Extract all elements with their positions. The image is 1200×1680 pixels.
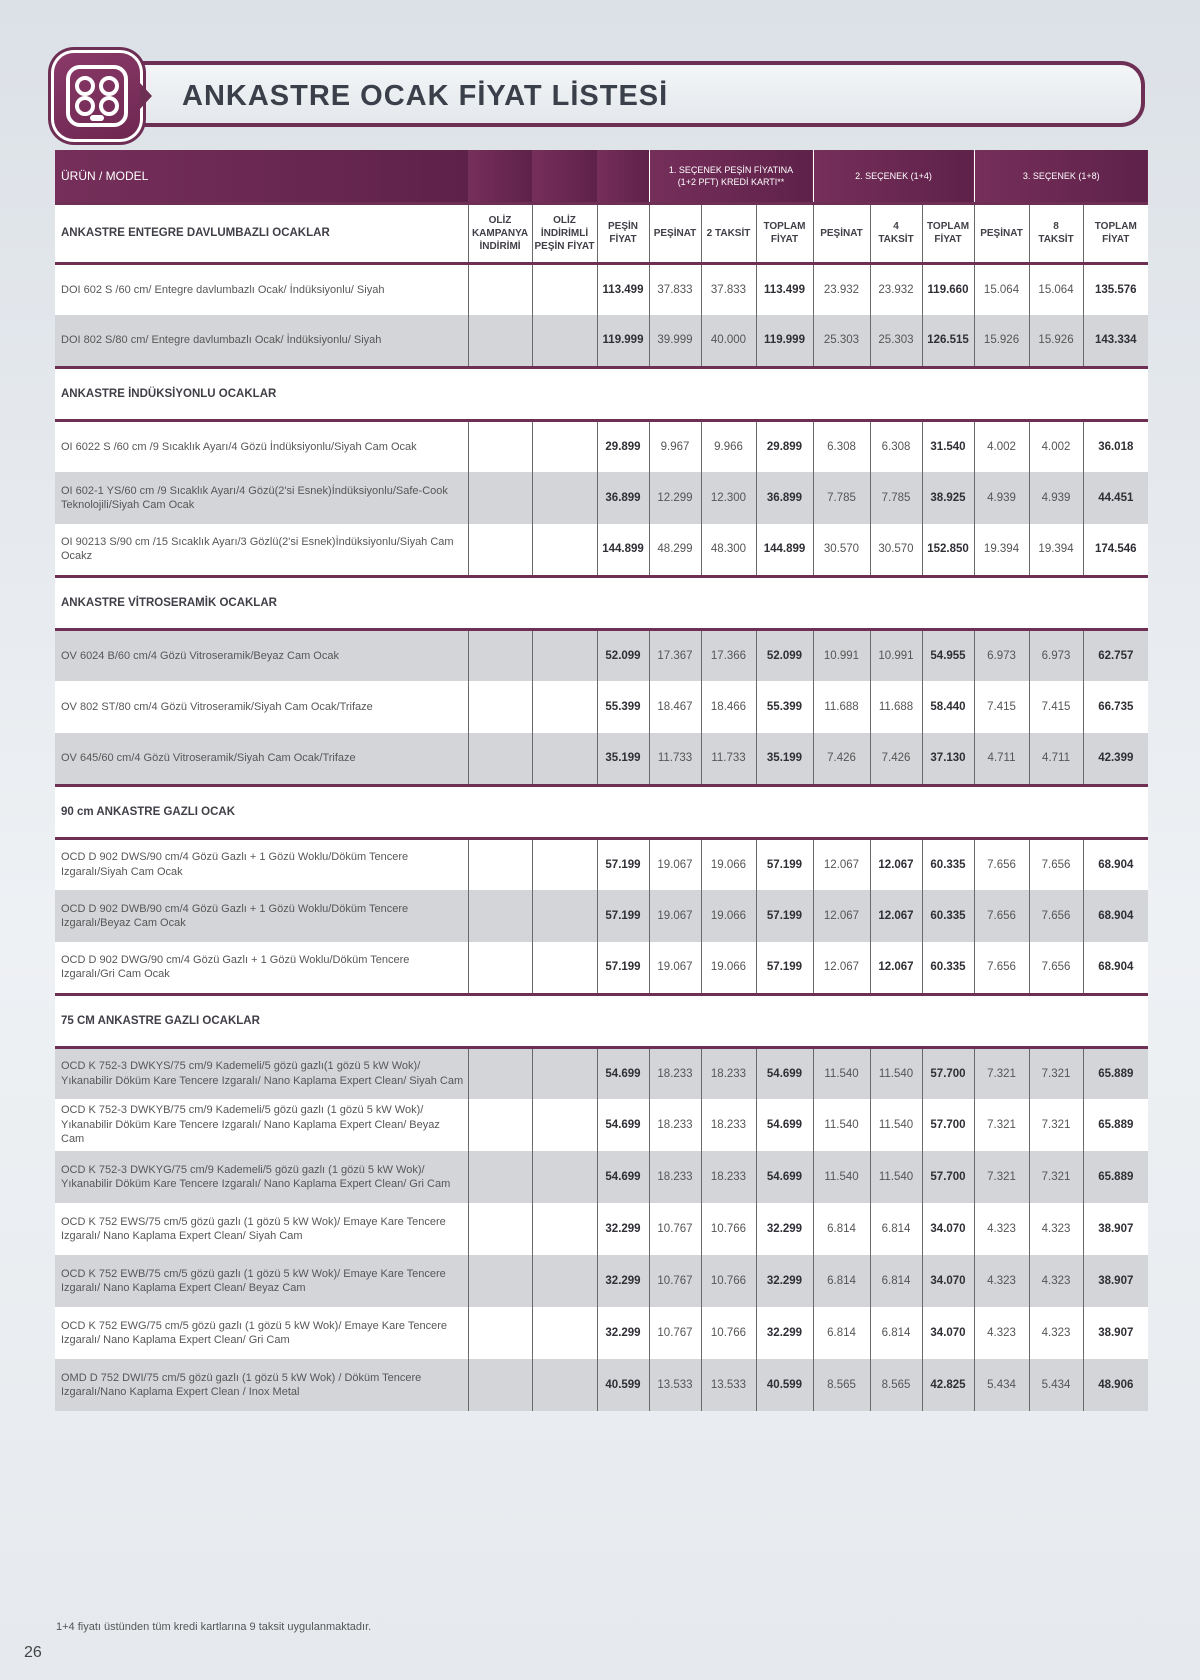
price-cell: 38.907 (1083, 1307, 1148, 1359)
section-title: 75 CM ANKASTRE GAZLI OCAKLAR (55, 994, 1148, 1047)
price-cell: 40.599 (756, 1359, 813, 1411)
price-cell: 7.321 (974, 1151, 1029, 1203)
price-cell: 13.533 (701, 1359, 756, 1411)
model-cell: OV 6024 B/60 cm/4 Gözü Vitroseramik/Beyaz Cam Ocak (55, 629, 468, 681)
price-cell: 18.233 (701, 1047, 756, 1099)
price-cell (468, 263, 532, 315)
price-cell: 7.321 (1029, 1047, 1083, 1099)
price-cell: 12.300 (701, 472, 756, 524)
price-cell: 126.515 (922, 315, 974, 367)
price-cell: 11.540 (870, 1047, 922, 1099)
price-cell (532, 733, 597, 785)
price-cell: 144.899 (756, 524, 813, 576)
price-cell: 52.099 (597, 629, 649, 681)
price-cell (532, 1151, 597, 1203)
price-cell: 119.999 (756, 315, 813, 367)
price-cell: 7.321 (974, 1099, 1029, 1151)
price-cell: 44.451 (1083, 472, 1148, 524)
price-cell: 4.939 (974, 472, 1029, 524)
price-cell: 12.067 (870, 942, 922, 994)
empty-group-header (597, 150, 649, 203)
price-cell: 52.099 (756, 629, 813, 681)
price-cell: 55.399 (597, 681, 649, 733)
model-cell: OCD D 902 DWS/90 cm/4 Gözü Gazlı + 1 Gözü Woklu/Döküm Tencere Izgaralı/Siyah Cam Ocak (55, 838, 468, 890)
table-row (55, 1307, 1148, 1359)
model-cell: OCD K 752 EWS/75 cm/5 gözü gazlı (1 gözü 5 kW Wok)/ Emaye Kare Tencere Izgaralı/ Nano Kaplama Expert Clean/ Siyah Cam (55, 1203, 468, 1255)
option2-group-header: 2. SEÇENEK (1+4) (813, 150, 974, 203)
price-cell (468, 838, 532, 890)
section-header-row (55, 576, 1148, 629)
price-cell (468, 1255, 532, 1307)
price-cell: 10.991 (813, 629, 870, 681)
price-cell: 38.907 (1083, 1203, 1148, 1255)
price-cell: 11.540 (870, 1151, 922, 1203)
price-cell: 4.323 (974, 1255, 1029, 1307)
price-cell: 57.199 (756, 890, 813, 942)
table-row (55, 733, 1148, 785)
price-cell: 12.067 (813, 942, 870, 994)
first-section-title: ANKASTRE ENTEGRE DAVLUMBAZLI OCAKLAR (55, 203, 468, 263)
price-cell: 12.067 (813, 890, 870, 942)
price-cell: 32.299 (756, 1307, 813, 1359)
price-cell: 7.656 (1029, 890, 1083, 942)
price-cell: 6.973 (974, 629, 1029, 681)
price-cell (468, 524, 532, 576)
price-cell: 30.570 (870, 524, 922, 576)
price-cell (532, 263, 597, 315)
price-cell: 32.299 (597, 1203, 649, 1255)
table-row (55, 1099, 1148, 1151)
price-cell: 57.199 (597, 838, 649, 890)
price-cell (532, 890, 597, 942)
model-cell: OV 645/60 cm/4 Gözü Vitroseramik/Siyah Cam Ocak/Trifaze (55, 733, 468, 785)
price-cell (468, 472, 532, 524)
price-cell: 10.766 (701, 1255, 756, 1307)
price-cell: 65.889 (1083, 1151, 1148, 1203)
price-cell: 6.814 (813, 1203, 870, 1255)
price-cell: 32.299 (756, 1255, 813, 1307)
price-cell: 7.426 (870, 733, 922, 785)
price-cell (468, 1047, 532, 1099)
price-cell: 54.699 (756, 1047, 813, 1099)
price-cell: 152.850 (922, 524, 974, 576)
price-cell: 17.366 (701, 629, 756, 681)
price-cell: 18.233 (649, 1047, 701, 1099)
price-cell: 11.540 (813, 1099, 870, 1151)
price-cell: 38.925 (922, 472, 974, 524)
price-cell: 13.533 (649, 1359, 701, 1411)
price-cell: 34.070 (922, 1307, 974, 1359)
table-row (55, 1151, 1148, 1203)
price-cell: 11.540 (813, 1151, 870, 1203)
price-cell (468, 1151, 532, 1203)
price-cell: 32.299 (756, 1203, 813, 1255)
cooktop-icon (65, 64, 129, 128)
price-cell: 11.733 (701, 733, 756, 785)
column-header: OLİZ KAMPANYA İNDİRİMİ (468, 203, 532, 263)
column-header: TOPLAM FİYAT (922, 203, 974, 263)
price-cell: 6.814 (870, 1307, 922, 1359)
price-cell: 19.066 (701, 890, 756, 942)
price-cell: 12.299 (649, 472, 701, 524)
price-cell: 4.323 (974, 1203, 1029, 1255)
price-cell: 7.656 (974, 838, 1029, 890)
price-cell: 4.711 (974, 733, 1029, 785)
column-header: PEŞİN FİYAT (597, 203, 649, 263)
price-cell: 18.233 (701, 1099, 756, 1151)
price-cell (468, 420, 532, 472)
price-cell: 10.767 (649, 1307, 701, 1359)
price-cell: 65.889 (1083, 1047, 1148, 1099)
table-row (55, 890, 1148, 942)
footnote: 1+4 fiyatı üstünden tüm kredi kartlarına 9 taksit uygulanmaktadır. (56, 1621, 372, 1633)
empty-group-header (468, 150, 532, 203)
price-cell: 37.130 (922, 733, 974, 785)
price-cell: 4.002 (974, 420, 1029, 472)
model-cell: OCD K 752-3 DWKYG/75 cm/9 Kademeli/5 gözü gazlı (1 gözü 5 kW Wok)/ Yıkanabilir Döküm Kare Tencere Izgaralı/ Nano Kaplama Expert Clean/ Gri Cam (55, 1151, 468, 1203)
price-cell: 9.967 (649, 420, 701, 472)
price-cell: 4.939 (1029, 472, 1083, 524)
price-cell: 48.299 (649, 524, 701, 576)
table-row (55, 263, 1148, 315)
price-cell (468, 681, 532, 733)
column-header: 8 TAKSİT (1029, 203, 1083, 263)
price-cell: 18.233 (701, 1151, 756, 1203)
price-cell: 57.199 (756, 942, 813, 994)
price-cell: 19.066 (701, 942, 756, 994)
table-body (55, 263, 1148, 1411)
price-cell: 7.785 (870, 472, 922, 524)
section-header-row (55, 994, 1148, 1047)
price-cell: 54.699 (597, 1099, 649, 1151)
price-cell: 36.899 (597, 472, 649, 524)
price-cell: 143.334 (1083, 315, 1148, 367)
section-header-row (55, 785, 1148, 838)
price-cell: 38.907 (1083, 1255, 1148, 1307)
price-cell: 7.415 (974, 681, 1029, 733)
price-cell: 29.899 (597, 420, 649, 472)
price-cell (532, 681, 597, 733)
table-row (55, 472, 1148, 524)
price-cell: 4.323 (1029, 1255, 1083, 1307)
model-cell: OI 6022 S /60 cm /9 Sıcaklık Ayarı/4 Gözü İndüksiyonlu/Siyah Cam Ocak (55, 420, 468, 472)
price-cell: 8.565 (870, 1359, 922, 1411)
model-cell: OCD D 902 DWG/90 cm/4 Gözü Gazlı + 1 Gözü Woklu/Döküm Tencere Izgaralı/Gri Cam Ocak (55, 942, 468, 994)
price-cell: 4.323 (974, 1307, 1029, 1359)
price-cell (468, 942, 532, 994)
table-row (55, 681, 1148, 733)
price-cell (532, 524, 597, 576)
column-header: 4 TAKSİT (870, 203, 922, 263)
price-cell: 60.335 (922, 890, 974, 942)
section-title: 90 cm ANKASTRE GAZLI OCAK (55, 785, 1148, 838)
column-header: TOPLAM FİYAT (1083, 203, 1148, 263)
price-cell: 65.889 (1083, 1099, 1148, 1151)
price-cell: 7.321 (1029, 1099, 1083, 1151)
option1-group-header: 1. SEÇENEK PEŞİN FİYATINA (1+2 PFT) KREDİ KARTI** (649, 150, 813, 203)
price-cell: 30.570 (813, 524, 870, 576)
price-cell: 31.540 (922, 420, 974, 472)
price-cell: 7.415 (1029, 681, 1083, 733)
price-cell: 55.399 (756, 681, 813, 733)
price-cell (468, 1099, 532, 1151)
section-title: ANKASTRE İNDÜKSİYONLU OCAKLAR (55, 367, 1148, 420)
column-header: PEŞİNAT (813, 203, 870, 263)
table-row (55, 1047, 1148, 1099)
price-cell: 11.540 (813, 1047, 870, 1099)
price-cell (532, 1359, 597, 1411)
price-cell (532, 1307, 597, 1359)
price-cell: 68.904 (1083, 890, 1148, 942)
price-cell: 57.700 (922, 1099, 974, 1151)
price-cell: 7.785 (813, 472, 870, 524)
price-cell (468, 1307, 532, 1359)
model-group-header: ÜRÜN / MODEL (55, 150, 468, 203)
price-cell: 4.323 (1029, 1203, 1083, 1255)
price-cell: 42.399 (1083, 733, 1148, 785)
price-cell: 15.926 (974, 315, 1029, 367)
price-cell: 62.757 (1083, 629, 1148, 681)
price-cell: 54.699 (597, 1151, 649, 1203)
price-cell: 35.199 (597, 733, 649, 785)
price-cell: 36.018 (1083, 420, 1148, 472)
price-cell: 8.565 (813, 1359, 870, 1411)
price-cell: 57.199 (756, 838, 813, 890)
price-cell: 57.199 (597, 942, 649, 994)
price-cell: 4.323 (1029, 1307, 1083, 1359)
price-cell: 144.899 (597, 524, 649, 576)
price-cell (468, 1359, 532, 1411)
price-cell: 19.067 (649, 838, 701, 890)
price-cell: 32.299 (597, 1307, 649, 1359)
price-cell: 4.002 (1029, 420, 1083, 472)
price-cell: 7.426 (813, 733, 870, 785)
price-cell: 6.814 (870, 1203, 922, 1255)
price-cell: 5.434 (1029, 1359, 1083, 1411)
price-cell: 68.904 (1083, 942, 1148, 994)
price-cell: 25.303 (813, 315, 870, 367)
price-cell: 17.367 (649, 629, 701, 681)
model-cell: DOI 602 S /60 cm/ Entegre davlumbazlı Ocak/ İndüksiyonlu/ Siyah (55, 263, 468, 315)
price-cell: 60.335 (922, 942, 974, 994)
model-cell: OCD K 752-3 DWKYB/75 cm/9 Kademeli/5 gözü gazlı (1 gözü 5 kW Wok)/ Yıkanabilir Döküm Kare Tencere Izgaralı/ Nano Kaplama Expert Clean/ Beyaz Cam (55, 1099, 468, 1151)
price-cell: 37.833 (649, 263, 701, 315)
price-cell: 10.767 (649, 1255, 701, 1307)
price-cell: 9.966 (701, 420, 756, 472)
price-cell: 6.308 (870, 420, 922, 472)
price-cell: 18.233 (649, 1099, 701, 1151)
column-header: 2 TAKSİT (701, 203, 756, 263)
price-cell: 60.335 (922, 838, 974, 890)
price-cell: 12.067 (870, 890, 922, 942)
price-cell: 36.899 (756, 472, 813, 524)
price-cell: 19.394 (1029, 524, 1083, 576)
price-cell: 54.699 (756, 1099, 813, 1151)
price-cell: 68.904 (1083, 838, 1148, 890)
price-cell (532, 1099, 597, 1151)
price-cell: 58.440 (922, 681, 974, 733)
price-cell: 19.066 (701, 838, 756, 890)
price-cell (532, 420, 597, 472)
price-cell: 19.394 (974, 524, 1029, 576)
price-cell: 54.699 (597, 1047, 649, 1099)
price-cell: 113.499 (597, 263, 649, 315)
price-cell: 6.814 (813, 1255, 870, 1307)
model-cell: OV 802 ST/80 cm/4 Gözü Vitroseramik/Siyah Cam Ocak/Trifaze (55, 681, 468, 733)
price-cell: 48.300 (701, 524, 756, 576)
price-cell: 10.766 (701, 1203, 756, 1255)
price-cell: 18.233 (649, 1151, 701, 1203)
model-cell: OCD K 752-3 DWKYS/75 cm/9 Kademeli/5 gözü gazlı(1 gözü 5 kW Wok)/ Yıkanabilir Döküm Kare Tencere Izgaralı/ Nano Kaplama Expert Clean/ Siyah Cam (55, 1047, 468, 1099)
price-cell: 29.899 (756, 420, 813, 472)
price-cell: 39.999 (649, 315, 701, 367)
header-arrow (140, 83, 152, 109)
table-row (55, 1203, 1148, 1255)
price-cell: 37.833 (701, 263, 756, 315)
price-cell (468, 890, 532, 942)
price-cell: 57.700 (922, 1151, 974, 1203)
price-cell: 7.656 (974, 942, 1029, 994)
price-cell: 10.766 (701, 1307, 756, 1359)
price-cell: 10.991 (870, 629, 922, 681)
model-cell: OCD K 752 EWB/75 cm/5 gözü gazlı (1 gözü 5 kW Wok)/ Emaye Kare Tencere Izgaralı/ Nano Kaplama Expert Clean/ Beyaz Cam (55, 1255, 468, 1307)
price-cell (532, 1255, 597, 1307)
header-logo (54, 53, 140, 139)
group-header-row (55, 150, 1148, 203)
price-cell (468, 1203, 532, 1255)
option3-group-header: 3. SEÇENEK (1+8) (974, 150, 1148, 203)
price-cell (532, 942, 597, 994)
price-cell: 32.299 (597, 1255, 649, 1307)
price-cell: 40.599 (597, 1359, 649, 1411)
price-cell: 42.825 (922, 1359, 974, 1411)
price-cell: 174.546 (1083, 524, 1148, 576)
column-header: OLİZ İNDİRİMLİ PEŞİN FİYAT (532, 203, 597, 263)
price-cell (532, 1047, 597, 1099)
table-row (55, 1359, 1148, 1411)
price-cell: 12.067 (870, 838, 922, 890)
price-cell: 7.321 (974, 1047, 1029, 1099)
price-cell (532, 315, 597, 367)
price-cell: 40.000 (701, 315, 756, 367)
price-cell: 15.926 (1029, 315, 1083, 367)
model-cell: OI 90213 S/90 cm /15 Sıcaklık Ayarı/3 Gözlü(2'si Esnek)İndüksiyonlu/Siyah Cam Ocakz (55, 524, 468, 576)
price-cell: 35.199 (756, 733, 813, 785)
price-cell: 6.814 (813, 1307, 870, 1359)
table-row (55, 838, 1148, 890)
column-header: TOPLAM FİYAT (756, 203, 813, 263)
table-row (55, 629, 1148, 681)
page-number: 26 (24, 1644, 42, 1661)
price-cell (468, 629, 532, 681)
price-cell (532, 629, 597, 681)
price-cell: 48.906 (1083, 1359, 1148, 1411)
price-cell: 18.467 (649, 681, 701, 733)
price-cell: 15.064 (1029, 263, 1083, 315)
price-cell: 54.955 (922, 629, 974, 681)
price-cell: 113.499 (756, 263, 813, 315)
price-cell: 11.733 (649, 733, 701, 785)
table-row (55, 315, 1148, 367)
price-cell: 15.064 (974, 263, 1029, 315)
price-cell: 54.699 (756, 1151, 813, 1203)
table-row (55, 1255, 1148, 1307)
price-cell: 19.067 (649, 942, 701, 994)
price-cell: 57.199 (597, 890, 649, 942)
price-cell: 12.067 (813, 838, 870, 890)
price-cell: 34.070 (922, 1255, 974, 1307)
price-cell: 11.688 (813, 681, 870, 733)
price-cell: 10.767 (649, 1203, 701, 1255)
price-cell: 34.070 (922, 1203, 974, 1255)
column-header: PEŞİNAT (974, 203, 1029, 263)
model-cell: OCD K 752 EWG/75 cm/5 gözü gazlı (1 gözü 5 kW Wok)/ Emaye Kare Tencere Izgaralı/ Nano Kaplama Expert Clean/ Gri Cam (55, 1307, 468, 1359)
price-cell: 6.308 (813, 420, 870, 472)
price-cell (532, 1203, 597, 1255)
price-cell: 6.973 (1029, 629, 1083, 681)
price-cell: 23.932 (870, 263, 922, 315)
price-cell: 18.466 (701, 681, 756, 733)
price-cell (532, 472, 597, 524)
section-title: ANKASTRE VİTROSERAMİK OCAKLAR (55, 576, 1148, 629)
table-row (55, 942, 1148, 994)
table-row (55, 524, 1148, 576)
price-cell: 4.711 (1029, 733, 1083, 785)
model-cell: DOI 802 S/80 cm/ Entegre davlumbazlı Ocak/ İndüksiyonlu/ Siyah (55, 315, 468, 367)
price-cell: 23.932 (813, 263, 870, 315)
price-cell: 119.999 (597, 315, 649, 367)
price-cell: 57.700 (922, 1047, 974, 1099)
page-title: ANKASTRE OCAK FİYAT LİSTESİ (182, 80, 669, 112)
section-header-row (55, 367, 1148, 420)
price-cell: 5.434 (974, 1359, 1029, 1411)
empty-group-header (532, 150, 597, 203)
price-cell: 7.321 (1029, 1151, 1083, 1203)
price-cell: 11.540 (870, 1099, 922, 1151)
column-header-row (55, 203, 1148, 263)
price-cell (532, 838, 597, 890)
price-cell: 25.303 (870, 315, 922, 367)
price-cell: 19.067 (649, 890, 701, 942)
model-cell: OI 602-1 YS/60 cm /9 Sıcaklık Ayarı/4 Gözü(2'si Esnek)İndüksiyonlu/Safe-Cook Teknolojili/Siyah Cam Ocak (55, 472, 468, 524)
price-cell (468, 733, 532, 785)
price-cell: 119.660 (922, 263, 974, 315)
price-cell: 7.656 (1029, 942, 1083, 994)
price-cell: 7.656 (1029, 838, 1083, 890)
price-cell: 11.688 (870, 681, 922, 733)
price-cell: 135.576 (1083, 263, 1148, 315)
price-cell: 6.814 (870, 1255, 922, 1307)
price-cell: 66.735 (1083, 681, 1148, 733)
column-header: PEŞİNAT (649, 203, 701, 263)
model-cell: OMD D 752 DWI/75 cm/5 gözü gazlı (1 gözü 5 kW Wok) / Döküm Tencere Izgaralı/Nano Kaplama Expert Clean / Inox Metal (55, 1359, 468, 1411)
price-cell: 7.656 (974, 890, 1029, 942)
model-cell: OCD D 902 DWB/90 cm/4 Gözü Gazlı + 1 Gözü Woklu/Döküm Tencere Izgaralı/Beyaz Cam Ocak (55, 890, 468, 942)
price-table (55, 150, 1148, 1411)
price-cell (468, 315, 532, 367)
table-row (55, 420, 1148, 472)
